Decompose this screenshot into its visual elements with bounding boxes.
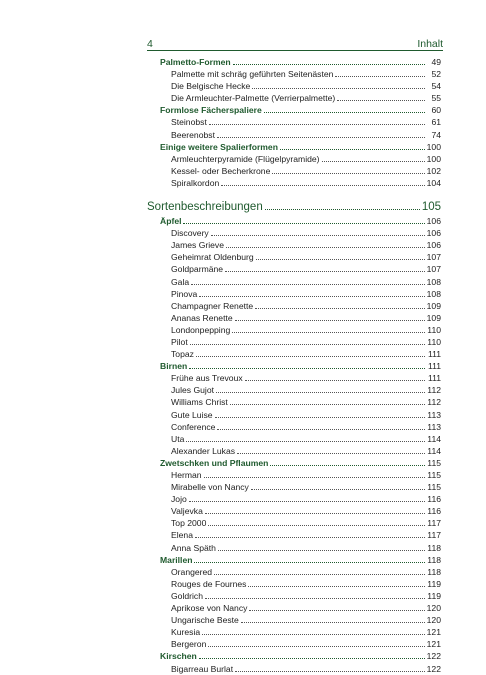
dot-leader [252, 81, 425, 89]
toc-entry [160, 324, 441, 336]
toc-entry [160, 493, 441, 505]
toc-entry [160, 602, 441, 614]
toc-entry-title: Armleuchterpyramide (Flügelpyramide) [171, 153, 320, 164]
toc-entry-title: Gala [171, 276, 190, 287]
toc-entry-page: 109 [426, 312, 441, 323]
toc-entry-title: Die Belgische Hecke [171, 81, 251, 92]
toc-entry-title: Ananas Renette [171, 312, 233, 323]
toc-entry-title: Pilot [171, 336, 188, 347]
dot-leader [208, 518, 425, 526]
toc-section [160, 56, 441, 68]
toc-entry-page: 107 [426, 252, 441, 263]
toc-entry-page: 55 [431, 93, 441, 104]
dot-leader [265, 199, 420, 210]
dot-leader [225, 264, 425, 272]
table-of-contents [147, 56, 441, 675]
toc-entry [160, 165, 441, 177]
toc-entry-title: Äpfel [160, 216, 182, 227]
dot-leader [245, 373, 425, 381]
dot-leader [216, 385, 425, 393]
dot-leader [255, 301, 424, 309]
dot-leader [215, 410, 425, 418]
dot-leader [237, 446, 425, 454]
toc-entry-page: 106 [426, 228, 441, 239]
toc-entry-page: 111 [427, 373, 441, 384]
toc-entry-title: Rouges de Fournes [171, 578, 247, 589]
toc-entry-page: 52 [431, 69, 441, 80]
toc-entry-page: 113 [427, 409, 441, 420]
toc-entry-title: Palmette mit schräg geführten Seitenästen [171, 69, 334, 80]
toc-entry-page: 104 [426, 177, 441, 188]
toc-entry-title: Sortenbeschreibungen [147, 201, 263, 214]
dot-leader [199, 651, 425, 659]
dot-leader [256, 252, 425, 260]
toc-entry-page: 114 [427, 433, 441, 444]
dot-leader [189, 361, 425, 369]
dot-leader [217, 422, 425, 430]
toc-entry-title: Gute Luise [171, 409, 213, 420]
dot-leader [248, 579, 425, 587]
dot-leader [270, 458, 425, 466]
toc-entry-page: 60 [431, 105, 441, 116]
toc-entry-title: Valjevka [171, 506, 203, 517]
toc-entry-page: 107 [426, 264, 441, 275]
toc-entry-page: 119 [427, 590, 441, 601]
toc-entry-page: 100 [426, 141, 441, 152]
toc-entry-title: Champagner Renette [171, 300, 254, 311]
toc-entry-page: 115 [427, 482, 441, 493]
toc-entry [160, 288, 441, 300]
toc-entry-title: Uta [171, 433, 185, 444]
page-title: Inhalt [417, 38, 443, 50]
toc-entry [160, 384, 441, 396]
dot-leader [208, 639, 424, 647]
toc-entry [160, 445, 441, 457]
page-header [147, 34, 443, 50]
toc-entry-page: 110 [427, 336, 441, 347]
toc-entry-title: Geheimrat Oldenburg [171, 252, 254, 263]
dot-leader [233, 57, 425, 65]
toc-entry-page: 116 [427, 506, 441, 517]
toc-section [160, 554, 441, 566]
toc-section [160, 215, 441, 227]
toc-entry-page: 61 [431, 117, 441, 128]
toc-entry-title: Marillen [160, 554, 193, 565]
toc-entry [160, 614, 441, 626]
toc-entry-title: Spiralkordon [171, 177, 220, 188]
toc-section [160, 650, 441, 662]
toc-entry-title: Bigarreau Burlat [171, 663, 234, 674]
toc-entry [160, 505, 441, 517]
toc-entry [160, 300, 441, 312]
dot-leader [211, 228, 425, 236]
toc-entry-title: Beerenobst [171, 129, 215, 140]
dot-leader [272, 166, 424, 174]
dot-leader [264, 105, 425, 113]
toc-entry-page: 120 [426, 603, 441, 614]
toc-entry-page: 116 [427, 494, 441, 505]
toc-entry [160, 421, 441, 433]
dot-leader [205, 506, 425, 514]
dot-leader [322, 154, 425, 162]
toc-entry-title: Mirabelle von Nancy [171, 482, 249, 493]
toc-entry-page: 122 [426, 663, 441, 674]
toc-entry-page: 117 [427, 518, 441, 529]
toc-entry-page: 74 [431, 129, 441, 140]
dot-leader [235, 313, 425, 321]
toc-chapter [147, 199, 441, 215]
dot-leader [249, 603, 424, 611]
toc-entry-page: 118 [427, 554, 441, 565]
dot-leader [221, 178, 424, 186]
toc-section [160, 360, 441, 372]
toc-entry-page: 106 [426, 216, 441, 227]
toc-entry [160, 116, 441, 128]
toc-entry-page: 122 [426, 651, 441, 662]
toc-entry-title: Alexander Lukas [171, 445, 236, 456]
toc-entry-title: Topaz [171, 349, 194, 360]
dot-leader [214, 567, 425, 575]
toc-entry [160, 177, 441, 189]
toc-entry-page: 120 [426, 615, 441, 626]
dot-leader [205, 591, 425, 599]
toc-entry-title: James Grieve [171, 240, 225, 251]
toc-entry [160, 396, 441, 408]
toc-entry-title: Jojo [171, 494, 187, 505]
toc-entry [160, 481, 441, 493]
toc-entry-title: Discovery [171, 228, 209, 239]
toc-entry-page: 105 [421, 201, 441, 214]
toc-entry [160, 590, 441, 602]
toc-entry-title: Herman [171, 470, 202, 480]
toc-entry-title: Kessel- oder Becherkrone [171, 165, 271, 176]
toc-entry [160, 227, 441, 239]
toc-entry-title: Einige weitere Spalierformen [160, 141, 278, 152]
toc-entry-title: Kuresia [171, 627, 201, 638]
page-number: 4 [147, 38, 153, 50]
dot-leader [232, 325, 425, 333]
toc-entry [160, 433, 441, 445]
toc-entry-page: 117 [427, 530, 441, 541]
dot-leader [251, 482, 425, 490]
dot-leader [194, 555, 425, 563]
dot-leader [186, 434, 425, 442]
toc-entry-title: Aprikose von Nancy [171, 603, 248, 614]
toc-entry-title: Frühe aus Trevoux [171, 373, 243, 384]
dot-leader [195, 530, 425, 538]
dot-leader [191, 277, 425, 285]
toc-entry [160, 348, 441, 360]
dot-leader [230, 397, 425, 405]
toc-entry-title: Pinova [171, 288, 198, 299]
toc-entry [160, 80, 441, 92]
toc-entry-page: 110 [427, 324, 441, 335]
toc-entry-page: 112 [427, 397, 441, 408]
toc-entry [160, 129, 441, 141]
toc-entry [160, 409, 441, 421]
dot-leader [199, 289, 424, 297]
toc-entry-page: 119 [427, 578, 441, 589]
toc-entry-title: Orangered [171, 566, 213, 577]
toc-entry-page: 118 [427, 542, 441, 553]
dot-leader [226, 240, 425, 248]
toc-entry-page: 49 [431, 57, 441, 67]
toc-entry [160, 263, 441, 275]
toc-section [160, 141, 441, 153]
toc-entry [160, 92, 441, 104]
toc-entry [160, 276, 441, 288]
toc-entry [160, 372, 441, 384]
toc-entry-page: 112 [427, 385, 441, 396]
toc-entry-page: 108 [426, 276, 441, 287]
toc-entry-page: 115 [427, 457, 441, 468]
dot-leader [235, 664, 425, 672]
toc-entry-page: 121 [426, 639, 441, 650]
toc-entry-title: Kirschen [160, 651, 197, 662]
toc-entry-page: 106 [426, 240, 441, 251]
toc-entry-page: 109 [426, 300, 441, 311]
toc-entry [160, 153, 441, 165]
toc-entry-title: Goldrich [171, 590, 203, 601]
toc-entry-page: 115 [427, 470, 441, 480]
dot-leader [189, 494, 425, 502]
dot-leader [218, 543, 425, 551]
dot-leader [217, 130, 425, 138]
toc-entry-title: Ungarische Beste [171, 615, 239, 626]
toc-entry-page: 111 [427, 349, 441, 360]
toc-entry [160, 626, 441, 638]
toc-entry-title: Elena [171, 530, 193, 541]
toc-section [160, 457, 441, 469]
toc-entry-title: Zwetschken und Pflaumen [160, 457, 269, 468]
toc-entry [160, 542, 441, 554]
toc-entry-page: 114 [427, 445, 441, 456]
toc-entry-title: Bergeron [171, 639, 207, 650]
toc-entry [160, 239, 441, 251]
dot-leader [190, 337, 425, 345]
toc-entry-title: Palmetto-Formen [160, 57, 231, 67]
toc-entry-title: Top 2000 [171, 518, 207, 529]
header-divider [147, 50, 443, 51]
toc-entry [160, 578, 441, 590]
toc-entry-title: Goldparmäne [171, 264, 224, 275]
toc-entry-title: Anna Späth [171, 542, 216, 553]
dot-leader [196, 349, 425, 357]
toc-entry-page: 118 [427, 566, 441, 577]
toc-entry-page: 100 [426, 153, 441, 164]
toc-entry [160, 566, 441, 578]
dot-leader [204, 470, 425, 478]
toc-entry-title: Londonpepping [171, 324, 231, 335]
toc-section [160, 104, 441, 116]
toc-entry [160, 529, 441, 541]
toc-entry-page: 102 [426, 165, 441, 176]
toc-entry-page: 54 [431, 81, 441, 92]
toc-entry-title: Birnen [160, 361, 188, 372]
dot-leader [335, 69, 425, 77]
toc-entry-page: 113 [427, 421, 441, 432]
toc-entry-title: Steinobst [171, 117, 207, 128]
toc-entry-title: Conference [171, 421, 216, 432]
toc-entry-title: Williams Christ [171, 397, 228, 408]
toc-entry [160, 68, 441, 80]
dot-leader [209, 117, 425, 125]
toc-entry [160, 469, 441, 481]
dot-leader [241, 615, 425, 623]
toc-entry [160, 336, 441, 348]
dot-leader [202, 627, 425, 635]
dot-leader [183, 216, 424, 224]
toc-entry [160, 312, 441, 324]
toc-entry-title: Die Armleuchter-Palmette (Verrierpalmette) [171, 93, 336, 104]
toc-entry-page: 121 [426, 627, 441, 638]
toc-entry-page: 108 [426, 288, 441, 299]
toc-entry [160, 663, 441, 675]
dot-leader [337, 93, 425, 101]
toc-entry-title: Jules Gujot [171, 385, 214, 396]
toc-entry [160, 251, 441, 263]
toc-entry-page: 111 [427, 361, 441, 372]
toc-entry-title: Formlose Fächerspaliere [160, 105, 262, 116]
toc-entry [160, 517, 441, 529]
dot-leader [280, 142, 425, 150]
toc-entry [160, 638, 441, 650]
